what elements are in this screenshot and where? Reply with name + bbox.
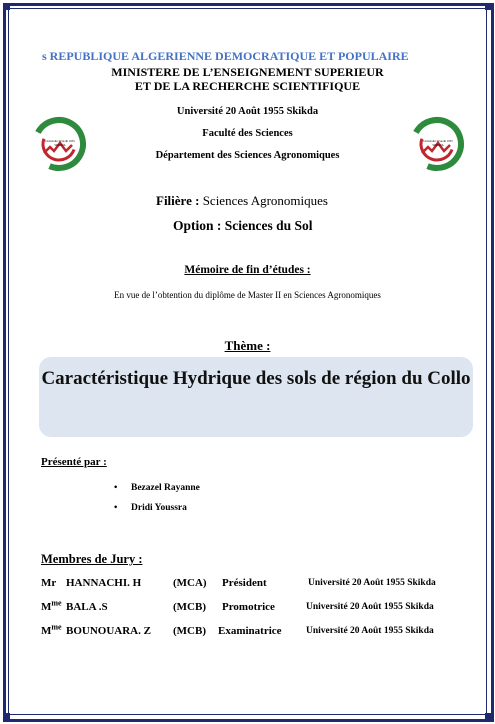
logo-caption: SKIKDA [432, 143, 444, 147]
faculty-name: Faculté des Sciences [202, 128, 293, 139]
memoire-subtitle: En vue de l’obtention du diplôme de Master II en Sciences Agronomiques [114, 290, 381, 300]
jury-member-name: BALA .S [66, 601, 108, 613]
jury-member-row [0, 577, 495, 593]
jury-title-base: M [41, 601, 52, 613]
jury-title-sup: me [51, 598, 62, 608]
option-value: Sciences du Sol [224, 218, 313, 233]
logo-caption: Université 20 Août 1955 [45, 139, 75, 143]
department-name: Département des Sciences Agronomiques [155, 150, 340, 161]
ministry-line-2: ET DE LA RECHERCHE SCIENTIFIQUE [134, 79, 361, 93]
jury-member-name: HANNACHI. H [66, 577, 142, 589]
jury-member-institution: Université 20 Août 1955 Skikda [306, 602, 434, 612]
jury-member-role: Examinatrice [218, 625, 282, 637]
jury-member-role: Promotrice [222, 601, 275, 613]
jury-member-grade: (MCB) [173, 601, 206, 613]
jury-label: Membres de Jury : [41, 552, 143, 566]
border-corner [485, 713, 492, 720]
jury-member-name: BOUNOUARA. Z [66, 625, 151, 637]
jury-member-title: Mr [41, 577, 57, 589]
university-name: Université 20 Août 1955 Skikda [176, 106, 319, 117]
student-name: • Bezazel Rayanne [131, 483, 200, 493]
jury-member-grade: (MCA) [173, 577, 207, 589]
jury-title-sup: me [51, 622, 62, 632]
theme-label-text: Thème : [224, 338, 271, 353]
theme-title: Caractéristique Hydrique des sols de région du Collo [41, 368, 471, 389]
memoire-title-text: Mémoire de fin d’études : [184, 264, 311, 276]
jury-member-title [41, 622, 62, 637]
jury-member-institution: Université 20 Août 1955 Skikda [306, 626, 434, 636]
university-logo-left [30, 115, 88, 173]
jury-member-row [0, 622, 495, 641]
student-name: • Dridi Youssra [131, 503, 187, 513]
jury-member-title [41, 598, 62, 613]
option-line [173, 218, 313, 234]
ministry-line-1: MINISTERE DE L’ENSEIGNEMENT SUPERIEUR [111, 65, 384, 79]
jury-member-institution: Université 20 Août 1955 Skikda [308, 578, 436, 588]
option-label: Option : [173, 218, 222, 233]
border-corner [485, 3, 492, 10]
border-corner [3, 3, 10, 10]
jury-member-grade: (MCB) [173, 625, 206, 637]
republic-title: s REPUBLIQUE ALGERIENNE DEMOCRATIQUE ET POPULAIRE [42, 49, 409, 63]
theme-label [0, 338, 495, 354]
filiere-value: Sciences Agronomiques [202, 193, 328, 208]
filiere-label: Filière : [156, 193, 200, 208]
border-corner [3, 713, 10, 720]
jury-member-role: Président [222, 577, 267, 589]
filiere-line [156, 193, 328, 209]
logo-caption: Université 20 Août 1955 [423, 139, 453, 143]
jury-title-base: M [41, 625, 52, 637]
logo-caption: SKIKDA [54, 143, 66, 147]
memoire-title [0, 264, 495, 276]
university-logo-right [408, 115, 466, 173]
presented-by-label: Présenté par : [41, 456, 107, 468]
jury-member-row [0, 598, 495, 617]
